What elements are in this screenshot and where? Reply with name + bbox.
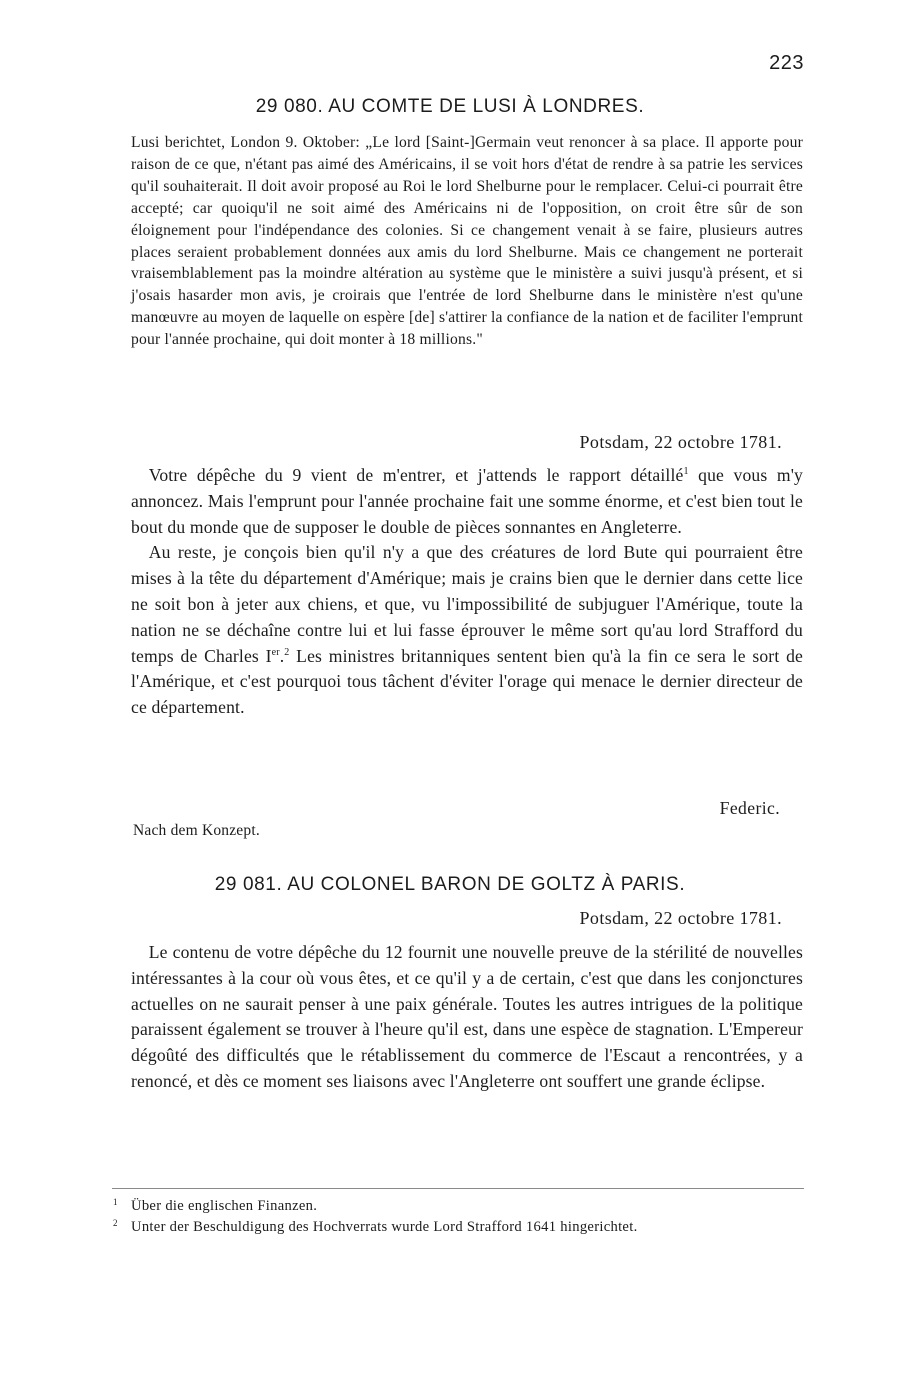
footnote bbox=[113, 1196, 801, 1217]
letter-paragraph bbox=[131, 940, 803, 1095]
dateline: Potsdam, 22 octobre 1781. bbox=[579, 908, 782, 928]
footnote-mark: 1 bbox=[113, 1197, 118, 1207]
footnote-ref[interactable]: 2 bbox=[284, 646, 290, 658]
letter-summary: Lusi berichtet, London 9. Oktober: „Le lord [Saint-]Germain veut renoncer à sa place. Il apporte pour raison de ce que, n'étant pas aimé des Américains, il se voit hors d'état de rendre à sa patrie les services qu'il souhaiterait. Il doit avoir proposé au Roi le lord Shelburne pour le remplacer. Celui-ci pourrait être accepté; car quoiqu'il ne soit aimé des Américains ni de l'opposition, on croit être sûr de son éloignement pour l'indépendance des colonies. Si ce changement venait à se faire, plusieurs autres places seraient probablement données aux amis du lord Shelburne. Mais ce changement ne porterait vraisemblablement pas la moindre altération au système que le ministère a suivi jusqu'à présent, et si j'osais hasarder mon avis, je croirais que l'entrée de lord Shelburne dans le ministère n'est qu'une manœuvre au moyen de laquelle on espère [de] s'attirer la confiance de la nation et de faciliter l'emprunt pour l'année prochaine, qui doit monter à 18 millions." bbox=[131, 134, 803, 349]
section-heading-29081: 29 081. AU COLONEL BARON DE GOLTZ À PARIS. bbox=[214, 874, 686, 895]
letter-paragraph bbox=[131, 463, 803, 540]
superscript-text: er bbox=[271, 646, 280, 658]
punctuation: . bbox=[279, 645, 285, 666]
footnote-divider bbox=[112, 1188, 804, 1189]
paragraph-text: Le contenu de votre dépêche du 12 fournit une nouvelle preuve de la stérilité de nouvelles intéressantes à la cour où vous êtes, et ce qu'il y a de certain, c'est que dans les conjonctures actuelles on ne saurait penser à une paix générale. Toutes les autres intrigues de la politique paraissent également se trouver à l'heure qu'il est, dans une espèce de stagnation. L'Empereur dégoûté des difficultés que le rétablissement du commerce de l'Escaut a rencontrées, y a renoncé, et dès ce moment ses liaisons avec l'Angleterre ont souffert une grande éclipse. bbox=[131, 942, 803, 1091]
source-note: Nach dem Konzept. bbox=[133, 822, 260, 839]
paragraph-text: que vous m'y annoncez. Mais l'emprunt pour l'année prochaine fait une somme énorme, et c'est bien tout le bout du monde que de supposer le double de pièces sonnantes en Angleterre. bbox=[131, 465, 803, 537]
signature: Federic. bbox=[719, 798, 780, 818]
footnotes bbox=[113, 1196, 801, 1237]
letter-body bbox=[131, 463, 803, 721]
footnote-mark: 2 bbox=[113, 1217, 118, 1228]
dateline: Potsdam, 22 octobre 1781. bbox=[579, 432, 782, 452]
paragraph-text: Les ministres britanniques sentent bien qu'à la fin ce sera le sort de l'Amérique, et c'est pourquoi tous tâchent d'éviter l'orage qui menace le dernier directeur de ce département. bbox=[131, 645, 803, 718]
section-heading-29080: 29 080. AU COMTE DE LUSI À LONDRES. bbox=[255, 96, 645, 117]
letter-body bbox=[131, 940, 803, 1095]
letter-paragraph bbox=[131, 540, 803, 721]
footnote-ref[interactable]: 1 bbox=[683, 466, 689, 478]
page-number: 223 bbox=[769, 52, 804, 74]
footnote-text: Über die englischen Finanzen. bbox=[131, 1198, 318, 1214]
paragraph-text: Au reste, je conçois bien qu'il n'y a que des créatures de lord Bute qui pourraient être mises à la tête du département d'Amérique; mais je crains bien que le dernier dans cette lice ne soit bon à jeter aux chiens, et que, vu l'impossibilité de subjuguer l'Amérique, toute la nation ne se déchaîne contre lui et lui fasse éprouver le même sort qu'au lord Strafford du temps de Charles I bbox=[131, 542, 803, 666]
footnote-text: Unter der Beschuldigung des Hochverrats wurde Lord Strafford 1641 hingerichtet. bbox=[131, 1218, 638, 1235]
paragraph-text: Votre dépêche du 9 vient de m'entrer, et j'attends le rapport détaillé bbox=[148, 465, 684, 485]
footnote bbox=[113, 1217, 801, 1238]
